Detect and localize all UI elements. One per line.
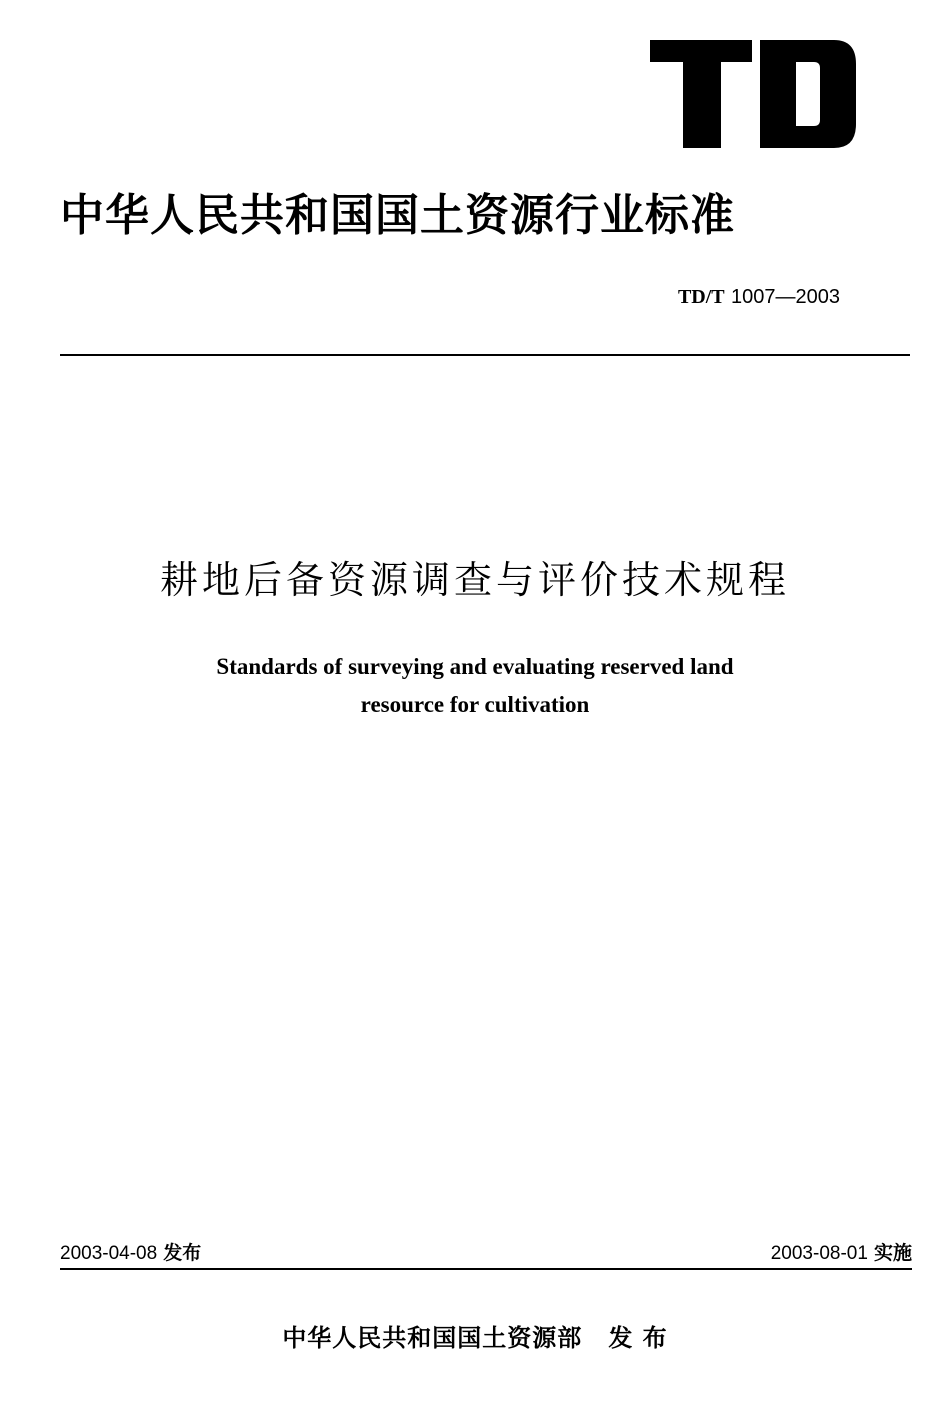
document-title-english <box>0 648 950 724</box>
effective-date-label: 实施 <box>873 1242 912 1264</box>
effective-date-value: 2003-08-01 <box>770 1243 868 1264</box>
ministry-standard-title: 中华人民共和国国土资源行业标准 <box>60 190 735 241</box>
top-divider <box>60 354 910 356</box>
english-title-line-1: Standards of surveying and evaluating reserved land <box>216 654 734 679</box>
publisher-line <box>0 1322 950 1354</box>
bottom-divider <box>60 1268 912 1270</box>
publish-label: 发 布 <box>608 1324 668 1352</box>
standard-code-number: 1007—2003 <box>731 286 840 308</box>
effective-date <box>771 1240 912 1267</box>
td-standard-logo-icon <box>650 40 860 150</box>
issue-date <box>60 1240 201 1267</box>
issue-date-value: 2003-04-08 <box>60 1243 158 1264</box>
standard-code <box>678 283 840 310</box>
issue-date-label: 发布 <box>163 1242 202 1264</box>
standard-code-prefix: TD/T <box>677 286 725 308</box>
td-logo <box>650 40 860 150</box>
english-title-line-2: resource for cultivation <box>360 692 590 717</box>
publisher-name: 中华人民共和国国土资源部 <box>282 1324 583 1352</box>
document-title-chinese: 耕地后备资源调查与评价技术规程 <box>159 558 790 602</box>
